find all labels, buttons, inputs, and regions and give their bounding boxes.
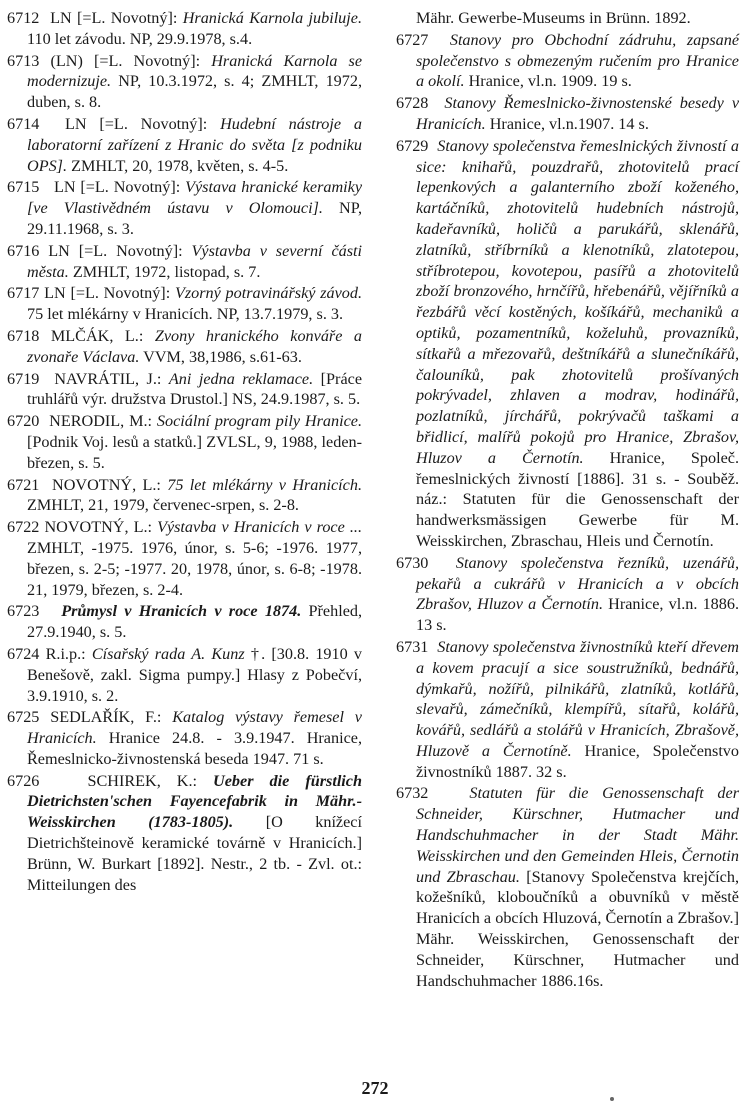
entry-title: Ueber die fürstlich Dietrichsten'schen Fayencefabrik in Mähr.-Weisskirchen (1783-1805). (27, 771, 362, 832)
entry-details: Hranice, vl.n. 1886. 13 s. (416, 595, 739, 635)
entry-author: LN [=L. Novotný]: (65, 114, 221, 133)
entry-title: Statuten für die Genossenschaft der Schneider, Kürschner, Hutmacher und Handschuhmacher in der Stadt Mähr. Weisskirchen und den Gemeinden Hleis, Černotin und Zbraschau. (416, 784, 740, 886)
entry-6730 (396, 553, 739, 636)
entry-author: NERODIL, M.: (49, 412, 157, 431)
entry-author: LN [=L. Novotný]: (44, 284, 175, 303)
entry-author: SCHIREK, K.: (87, 771, 214, 790)
entry-number: 6714 (7, 114, 40, 133)
print-speck (610, 1097, 614, 1101)
entry-author: R.i.p.: (45, 644, 92, 663)
entry-details: ZMHLT, -1975. 1976, únor, s. 5-6; -1976. 1977, březen, s. 2-5; -1977. 20, 1978, únor, s. 6-8; -1978. 21, 1979, březen, s. 2-4. (27, 538, 362, 599)
entry-number: 6716 (7, 241, 40, 260)
entry-details: VVM, 38,1986, s.61-63. (139, 347, 302, 366)
entry-6728 (396, 93, 739, 135)
entry-number: 6723 (7, 602, 40, 621)
entry-details: NP, 29.11.1968, s. 3. (27, 199, 362, 238)
entry-details: ZMHLT, 20, 1978, květen, s. 4-5. (67, 156, 289, 175)
entry-title: Ani jedna reklamace. (168, 369, 314, 388)
entry-6718 (7, 326, 362, 368)
entry-title: Stanovy pro Obchodní zádruhu, zapsané společenstvo s obmezeným ručením pro Hranice a okolí. (416, 30, 740, 91)
entry-title: Průmysl v Hranicích v roce 1874. (61, 602, 302, 621)
entry-author: MLČÁK, L.: (50, 326, 155, 345)
entry-title: Hudební nástroje a laboratorní zařízení z Hranic do světa [z podniku OPS]. (27, 114, 363, 175)
entry-details: NP, 10.3.1972, s. 4; ZMHLT, 1972, duben, s. 8. (27, 72, 362, 112)
entry-number: 6717 (7, 284, 40, 303)
entry-details: [Stanovy Společenstva krejčích, kožešníků, kloboučníků a obuvníků v městě Hranicích a obcích Hluzová, Černotín a Zbrašov.] Mähr. Weisskirchen, Genossenschaft der Schneider, Kürschner, Hutmacher und Handschuhmacher 1886.16s. (416, 867, 739, 990)
entry-6722 (7, 517, 362, 600)
entry-6715 (7, 177, 362, 239)
entry-6726-continuation: Mähr. Gewerbe-Museums in Brünn. 1892. (416, 9, 691, 27)
entry-title: Hranická Karnola se modernizuje. (27, 51, 363, 91)
entry-number: 6727 (396, 30, 429, 49)
entry-details: ZMHLT, 21, 1979, červenec-srpen, s. 2-8. (27, 496, 299, 515)
entry-title: Hranická Karnola jubiluje. (182, 9, 363, 27)
entry-details: ZMHLT, 1972, listopad, s. 7. (68, 262, 261, 281)
entry-number: 6721 (7, 475, 40, 494)
entry-details: 110 let závodu. NP, 29.9.1978, s.4. (27, 29, 253, 48)
entry-number: 6722 (7, 518, 40, 537)
entry-number: 6729 (396, 136, 429, 155)
entry-details: Hranice, vl.n. 1909. 19 s. (464, 72, 632, 91)
entry-number: 6725 (7, 708, 40, 727)
entry-details: 75 let mlékárny v Hranicích. NP, 13.7.1979, s. 3. (27, 305, 344, 324)
entry-details: Přehled, 27.9.1940, s. 5. (27, 602, 363, 642)
entry-author: (LN) [=L. Novotný]: (50, 51, 212, 70)
entry-details: [Práce truhlářů výr. družstva Drustol.] NS, 24.9.1987, s. 5. (27, 369, 363, 409)
entry-author: NOVOTNÝ, L.: (44, 518, 158, 537)
entry-6727 (396, 30, 739, 92)
entry-number: 6724 (7, 644, 40, 663)
entry-6713 (7, 51, 362, 113)
entry-title: Zvony hranického konváře a zvonaře Václava. (27, 326, 363, 366)
entry-number: 6726 (7, 771, 40, 790)
entry-number: 6730 (396, 553, 429, 572)
entry-6719 (7, 369, 362, 411)
entry-number: 6715 (7, 178, 40, 197)
entry-number: 6728 (396, 94, 429, 113)
entry-number: 6718 (7, 326, 40, 345)
entry-title: Výstava hranické keramiky [ve Vlastivědném ústavu v Olomouci]. (27, 178, 363, 218)
entry-details: †. [30.8. 1910 v Benešově, zakl. Sigma pumpy.] Hlasy z Pobečví, 3.9.1910, s. 2. (27, 644, 363, 705)
entry-author: NAVRÁTIL, J.: (54, 369, 169, 388)
left-column (7, 8, 362, 896)
entry-title: Císařský rada A. Kunz (91, 644, 245, 663)
entry-number: 6732 (396, 784, 429, 803)
entry-author: SEDLAŘÍK, F.: (50, 708, 173, 727)
entry-author: LN [=L. Novotný]: (50, 9, 183, 27)
entry-6714 (7, 114, 362, 176)
entry-author: NOVOTNÝ, L.: (52, 475, 168, 494)
entry-details: Hranice, vl.n.1907. 14 s. (485, 114, 649, 133)
entry-6717 (7, 283, 362, 325)
entry-details: [O knížecí Dietrichšteinově keramické továrně v Hranicích.] Brünn, W. Burkart [1892]. Nestr., 2 tb. - Zvl. ot.: Mitteilungen des (27, 813, 362, 894)
entry-6726 (7, 771, 362, 896)
entry-title: Stanovy společenstva řemeslnických živností a sice: knihařů, pouzdrařů, zhotovitelů prací lepenkových a galanterního zboží koženého, kartáčníků, zhotovitelů hudebních nástrojů, kadeřavníků, holičů a parukářů, sklenářů, zlatníků, stříbrníků a klenotníků, zlatotepou, stříbrotepou, kovotepou, pasířů a zhotovitelů zboží bronzového, hrnčířů, hřebenářů, vějířníků a řezbářů věcí kostěných, košíkářů, mechaniků a optiků, pozamentníků, koželuhů, provazníků, sítkařů a mřezovařů, deštníkářů a slunečníkářů, čalouníků, pak zhotovitelů prošívaných pokrývadel, zhlaven a modrav, hodinářů, pozlatníků, jírchářů, pokrývačů taškami a břidlicí, malířů pokojů pro Hranice, Zbrašov, Hluzov a Černotín. (416, 136, 739, 467)
entry-title: Stanovy společenstva řezníků, uzenářů, pekařů a cukrářů v Hranicích a v obcích Zbrašov, Hluzov a Černotín. (416, 553, 740, 614)
entry-author: LN [=L. Novotný]: (53, 178, 186, 197)
entry-6720 (7, 411, 362, 473)
entry-6725 (7, 707, 362, 769)
right-column (396, 8, 739, 992)
entry-title: Výstavba v severní části města. (27, 241, 363, 281)
entry-number: 6720 (7, 412, 40, 431)
entry-details: Hranice, Společenstvo živnostníků 1887. 32 s. (416, 741, 739, 781)
entry-title: 75 let mlékárny v Hranicích. (167, 475, 363, 494)
entry-number: 6719 (7, 369, 40, 388)
entry-title: Vzorný potravinářský závod. (174, 284, 363, 303)
entry-details: Hranice 24.8. - 3.9.1947. Hranice, Řemeslnicko-živnostenská beseda 1947. 71 s. (27, 729, 362, 768)
entry-6716 (7, 241, 362, 283)
entry-6732 (396, 783, 739, 991)
entry-details: [Podnik Voj. lesů a statků.] ZVLSL, 9, 1988, leden-březen, s. 5. (27, 432, 362, 472)
entry-details: Hranice, Společ. řemeslnických živností [1886]. 31 s. - Souběž. náz.: Statuten für die Genossenschaft der handwerksmässigen Gewerbe für M. Weisskirchen, Zbraschau, Hleis und Černotín. (416, 448, 739, 550)
entry-title: Stanovy společenstva živnostníků kteří dřevem a kovem pracují a sice soustružníků, bednářů, dýmkařů, nožířů, pilnikářů, zlatníků, kotlářů, slevařů, zámečníků, klempířů, sítařů, kolářů, kovářů, sedlářů a stolářů v Hranicích, Zbrašově, Hluzově a Černotíně. (416, 637, 739, 760)
entry-number: 6712 (7, 9, 40, 27)
entry-6721 (7, 475, 362, 517)
entry-6723 (7, 601, 362, 643)
entry-author: LN [=L. Novotný]: (48, 241, 192, 260)
entry-6724 (7, 644, 362, 706)
entry-title: Výstavba v Hranicích v roce ... (157, 518, 362, 537)
entry-number: 6731 (396, 637, 429, 656)
page-number: 272 (361, 1078, 389, 1098)
entry-6729 (396, 136, 739, 552)
entry-number: 6713 (7, 51, 40, 70)
entry-6731 (396, 637, 739, 783)
entry-title: Katalog výstavy řemesel v Hranicích. (27, 708, 362, 748)
entry-title: Sociální program pily Hranice. (156, 412, 362, 431)
entry-6712 (7, 8, 362, 50)
entry-title: Stanovy Řemeslnicko-živnostenské besedy v Hranicích. (416, 94, 740, 133)
